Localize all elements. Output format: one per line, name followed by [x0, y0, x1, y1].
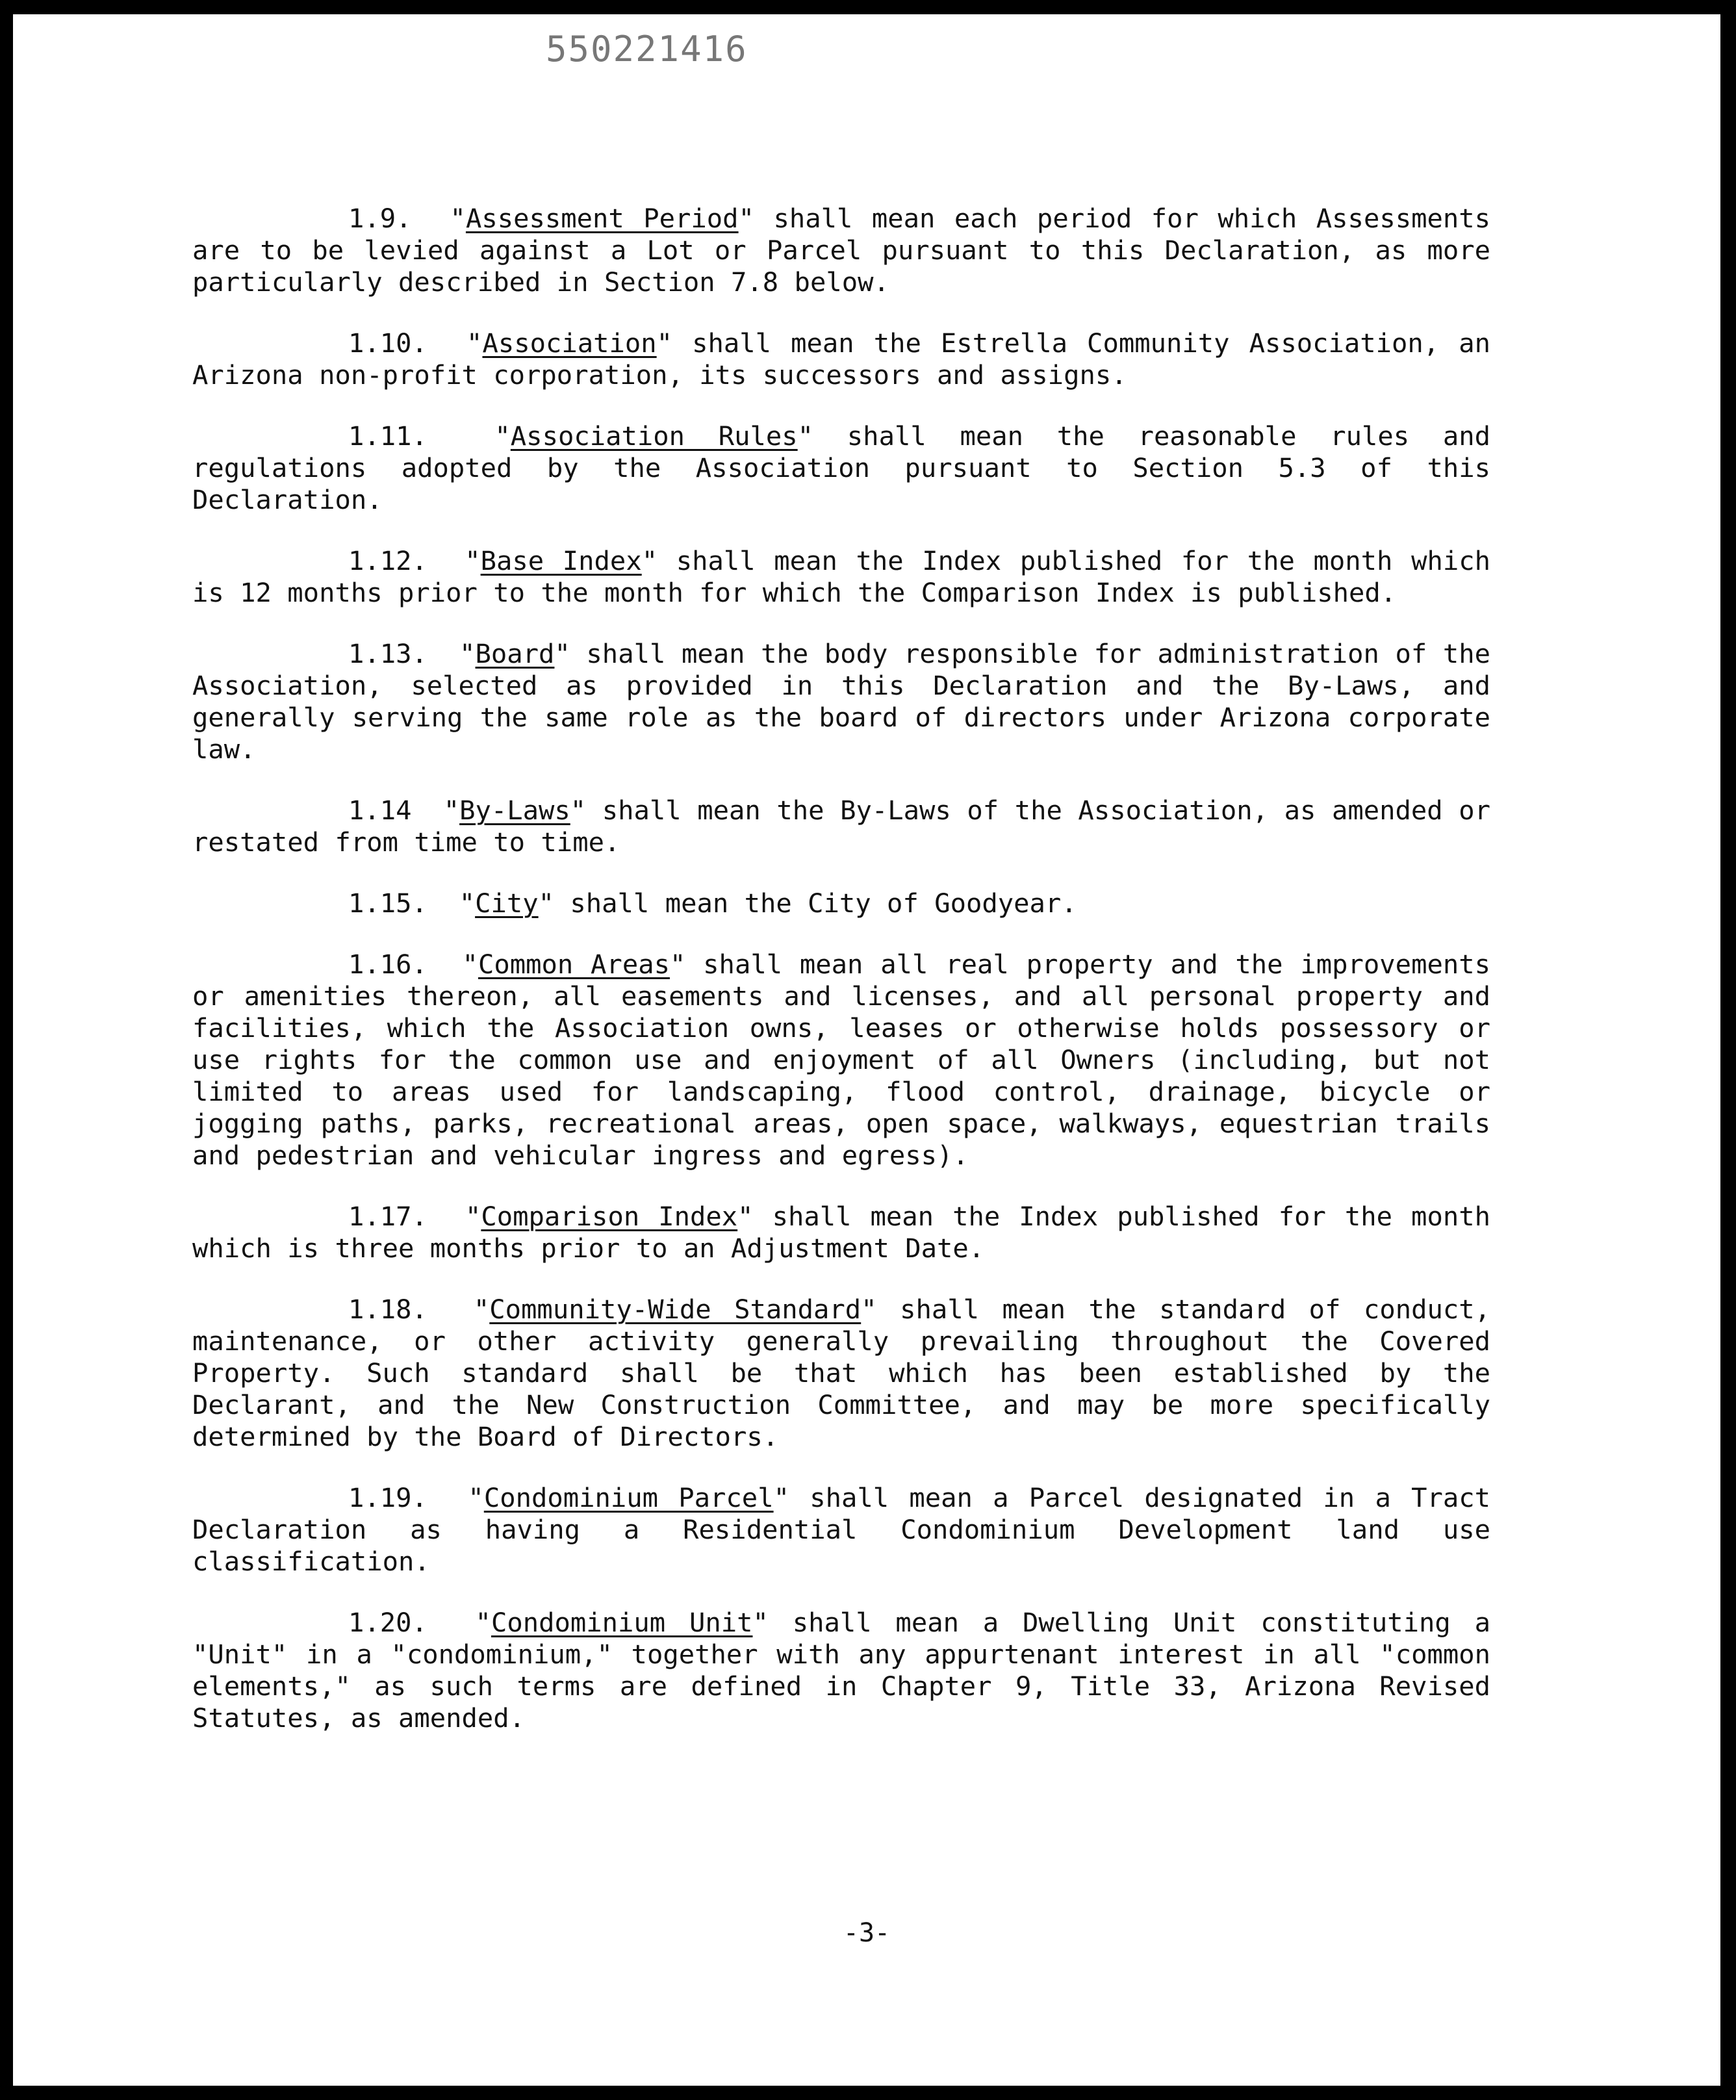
definitions-body	[192, 203, 1490, 1763]
definition-paragraph: 1.20. "Condominium Unit" shall mean a Dwelling Unit constituting a "Unit" in a "condominium," together with any appurtenant interest in all "common elements," as such terms are defined in Chapter 9, Title 33, Arizona Revised Statutes, as amended.	[192, 1607, 1490, 1734]
defined-term: Comparison Index	[481, 1201, 738, 1232]
section-number: 1.13.	[348, 638, 428, 669]
defined-term: Community-Wide Standard	[489, 1294, 862, 1325]
definition-text: shall mean the By-Laws of the Association, as amended or restated from time to time.	[192, 795, 1490, 858]
definition-paragraph: 1.17. "Comparison Index" shall mean the Index published for the month which is three months prior to an Adjustment Date.	[192, 1201, 1490, 1264]
definition-text: shall mean the Index published for the month which is three months prior to an Adjustment Date.	[192, 1201, 1490, 1264]
defined-term: Board	[475, 638, 555, 669]
section-number: 1.11.	[348, 420, 428, 452]
definition-paragraph: 1.16. "Common Areas" shall mean all real property and the improvements or amenities thereon, all easements and licenses, and all personal property and facilities, which the Association owns, leases or otherwise holds possessory or use rights for the common use and enjoyment of all Owners (including, but not limited to areas used for landscaping, flood control, drainage, bicycle or jogging paths, parks, recreational areas, open space, walkways, equestrian trails and pedestrian and vehicular ingress and egress).	[192, 949, 1490, 1171]
definition-paragraph: 1.13. "Board" shall mean the body responsible for administration of the Association, selected as provided in this Declaration and the By-Laws, and generally serving the same role as the board of directors under Arizona corporate law.	[192, 638, 1491, 765]
definition-text: shall mean the reasonable rules and regulations adopted by the Association pursuant to Section 5.3 of this Declaration.	[192, 420, 1490, 515]
section-number: 1.14	[348, 795, 412, 826]
definition-text: shall mean each period for which Assessments are to be levied against a Lot or Parcel pursuant to this Declaration, as more particularly described in Section 7.8 below.	[192, 203, 1491, 298]
definition-paragraph: 1.10. "Association" shall mean the Estrella Community Association, an Arizona non-profit corporation, its successors and assigns.	[192, 327, 1491, 391]
section-number: 1.15.	[348, 888, 428, 919]
defined-term: Association Rules	[510, 420, 798, 452]
definition-paragraph: 1.12. "Base Index" shall mean the Index published for the month which is 12 months prior to the month for which the Comparison Index is published.	[192, 545, 1490, 608]
section-number: 1.19.	[348, 1482, 428, 1513]
defined-term: Base Index	[480, 545, 642, 576]
definition-text: shall mean the Estrella Community Association, an Arizona non-profit corporation, its successors and assigns.	[192, 327, 1491, 391]
defined-term: Association	[482, 327, 657, 359]
defined-term: City	[475, 888, 539, 919]
definition-paragraph: 1.9. "Assessment Period" shall mean each period for which Assessments are to be levied against a Lot or Parcel pursuant to this Declaration, as more particularly described in Section 7.8 below.	[192, 203, 1491, 298]
definition-paragraph: 1.15. "City" shall mean the City of Goodyear.	[348, 888, 1077, 919]
document-stamp-number: 550221416	[546, 29, 748, 70]
section-number: 1.18.	[348, 1294, 428, 1325]
definition-text: shall mean the standard of conduct, maintenance, or other activity generally prevailing throughout the Covered Property. Such standard shall be that which has been established by the Declarant, and the New Construction Committee, and may be more specifically determined by the Board of Directors.	[192, 1294, 1490, 1452]
defined-term: Assessment Period	[465, 203, 739, 234]
section-number: 1.10.	[348, 327, 428, 359]
definition-paragraph: 1.14 "By-Laws" shall mean the By-Laws of the Association, as amended or restated from time to time.	[192, 795, 1490, 858]
defined-term: Condominium Parcel	[483, 1482, 774, 1513]
definition-paragraph: 1.18. "Community-Wide Standard" shall mean the standard of conduct, maintenance, or other activity generally prevailing throughout the Covered Property. Such standard shall be that which has been established by the Declarant, and the New Construction Committee, and may be more specifically determined by the Board of Directors.	[192, 1294, 1490, 1452]
defined-term: Condominium Unit	[491, 1607, 753, 1638]
definition-text: shall mean a Parcel designated in a Tract Declaration as having a Residential Condominium Development land use classification.	[192, 1482, 1490, 1577]
definition-paragraph: 1.19. "Condominium Parcel" shall mean a Parcel designated in a Tract Declaration as having a Residential Condominium Development land use classification.	[192, 1482, 1490, 1577]
section-number: 1.12.	[348, 545, 428, 576]
defined-term: Common Areas	[478, 949, 670, 980]
definition-text: shall mean the body responsible for administration of the Association, selected as provided in this Declaration and the By-Laws, and generally serving the same role as the board of directors under Arizona corporate law.	[192, 638, 1491, 765]
section-number: 1.9.	[348, 203, 412, 234]
section-number: 1.16.	[348, 949, 428, 980]
document-page	[13, 14, 1720, 2086]
definition-text: shall mean all real property and the improvements or amenities thereon, all easements and licenses, and all personal property and facilities, which the Association owns, leases or otherwise holds possessory or use rights for the common use and enjoyment of all Owners (including, but not limited to areas used for landscaping, flood control, drainage, bicycle or jogging paths, parks, recreational areas, open space, walkways, equestrian trails and pedestrian and vehicular ingress and egress).	[192, 949, 1490, 1171]
definition-text: shall mean the City of Goodyear.	[554, 888, 1077, 919]
section-number: 1.20.	[348, 1607, 428, 1638]
page-number: -3-	[843, 1918, 891, 1948]
section-number: 1.17.	[348, 1201, 428, 1232]
defined-term: By-Laws	[459, 795, 570, 826]
definition-text: shall mean the Index published for the month which is 12 months prior to the month for which the Comparison Index is published.	[192, 545, 1490, 608]
definition-paragraph: 1.11. "Association Rules" shall mean the reasonable rules and regulations adopted by the Association pursuant to Section 5.3 of this Declaration.	[192, 420, 1490, 515]
definition-text: shall mean a Dwelling Unit constituting a "Unit" in a "condominium," together with any appurtenant interest in all "common elements," as such terms are defined in Chapter 9, Title 33, Arizona Revised Statutes, as amended.	[192, 1607, 1490, 1734]
